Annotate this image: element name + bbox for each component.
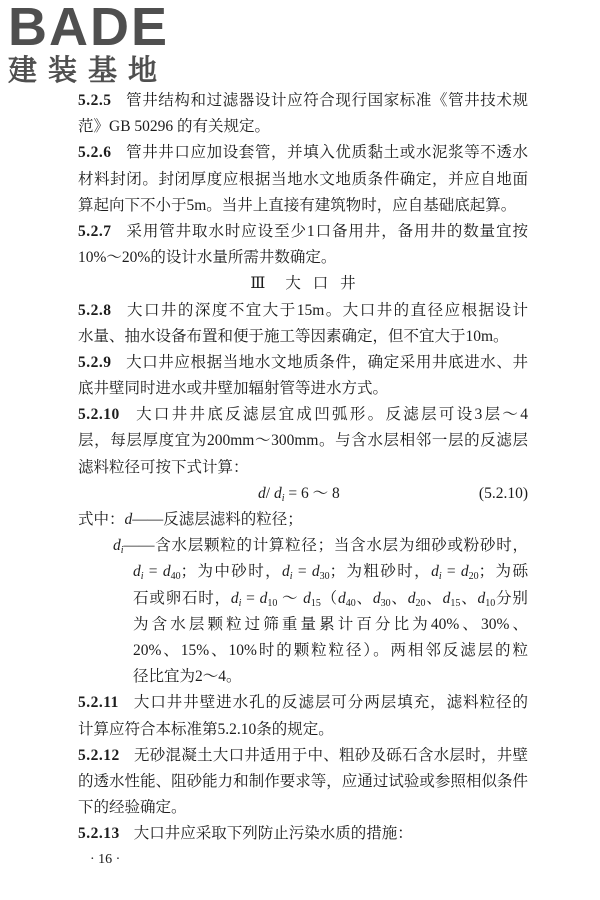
clause-number: 5.2.8 (78, 301, 112, 319)
clause-text: 无砂混凝土大口井适用于中、粗砂及砾石含水层时，井壁 (133, 746, 528, 764)
clause-text: 底井壁同时进水或井壁加辐射管等进水方式。 (78, 380, 389, 398)
clause-5-2-5-line (78, 114, 528, 140)
subscript: 30 (319, 571, 330, 583)
where-intro: 式中： (78, 511, 125, 528)
di-definition-line (78, 638, 528, 664)
clause-5-2-8-line (78, 324, 528, 350)
clause-number: 5.2.9 (78, 353, 112, 371)
clause-5-2-12-line (78, 769, 528, 795)
clause-5-2-9-line (78, 376, 528, 402)
clause-text: 大口井应根据当地水文地质条件，确定采用井底进水、井 (125, 353, 528, 371)
section-heading (78, 271, 528, 297)
symbol-d-definition: ——反滤层滤料的粒径； (132, 511, 303, 528)
clause-text: 管井井口应加设套管，并填入优质黏土或水泥浆等不透水 (125, 144, 528, 162)
clause-number: 5.2.5 (78, 92, 112, 109)
clause-5-2-6-line (78, 167, 528, 193)
clause-5-2-6-line (78, 140, 528, 166)
formula-symbol: d (273, 484, 282, 502)
di-definition-line (78, 559, 528, 585)
definition-text: 、 (355, 589, 373, 607)
clause-5-2-7-line (78, 245, 528, 271)
symbol: d (372, 589, 381, 607)
formula-slash: / (265, 484, 274, 502)
symbol: d (230, 589, 239, 607)
clause-number: 5.2.6 (78, 144, 112, 162)
formula-subscript: i (281, 492, 285, 504)
subscript: i (120, 545, 124, 557)
subscript: 15 (310, 597, 321, 609)
section-numeral: Ⅲ (250, 275, 266, 293)
symbol: d (431, 563, 439, 581)
formula-symbol: d (258, 484, 266, 502)
clause-number: 5.2.12 (78, 746, 120, 764)
symbol: d (460, 563, 469, 581)
definition-text: 、 (390, 589, 408, 607)
subscript: 20 (468, 571, 479, 583)
symbol-d: d (124, 511, 133, 528)
definition-text: 径比宜为2～4。 (133, 668, 242, 686)
clause-5-2-13-line (78, 821, 528, 847)
clause-5-2-6-line (78, 193, 528, 219)
definition-text: ；为中砂时， (180, 563, 283, 581)
clause-5-2-5-line (78, 88, 528, 114)
site-logo (8, 0, 169, 88)
clause-text: 层，每层厚度宜为200mm～300mm。与含水层相邻一层的反滤层 (78, 432, 528, 450)
clause-number: 5.2.13 (78, 825, 120, 843)
operator: = (441, 563, 461, 581)
clause-number: 5.2.7 (78, 222, 112, 240)
clause-5-2-8-line (78, 298, 528, 324)
symbol: d (311, 563, 320, 581)
definition-text: 、 (460, 589, 478, 607)
clause-number: 5.2.10 (78, 406, 120, 424)
clause-5-2-7-line (78, 219, 528, 245)
definition-text: ；为粗砂时， (329, 563, 432, 581)
di-definition-line (78, 533, 528, 559)
clause-number: 5.2.11 (78, 694, 119, 712)
subscript: 20 (415, 597, 426, 609)
clause-text: 大口井应采取下列防止污染水质的措施： (133, 825, 413, 843)
definition-text: 20%、15%、10%时的颗粒粒径）。两相邻反滤层的粒 (133, 641, 528, 659)
clause-text: 10%～20%的设计水量所需井数确定。 (78, 249, 337, 267)
definition-text: 为含水层颗粒过筛重量累计百分比为40%、30%、 (133, 615, 528, 633)
subscript: 40 (170, 571, 181, 583)
document-body (78, 88, 528, 874)
di-definition-line (78, 586, 528, 612)
symbol: d (162, 563, 171, 581)
clause-5-2-10-line (78, 402, 528, 428)
subscript: i (438, 571, 442, 583)
operator: = (292, 563, 312, 581)
subscript: 30 (380, 597, 391, 609)
definition-text: 石或卵石时， (133, 589, 231, 607)
operator: = (241, 589, 260, 607)
clause-text: 范》GB 50296 的有关规定。 (78, 118, 271, 136)
symbol: d (477, 589, 486, 607)
clause-text: 管井结构和过滤器设计应符合现行国家标准《管井技术规 (125, 92, 528, 109)
clause-5-2-10-line (78, 428, 528, 454)
logo-brand: BADE (8, 0, 170, 57)
symbol: d (407, 589, 416, 607)
di-definition-line (78, 664, 528, 690)
symbol: d (303, 589, 311, 607)
symbol: d (133, 563, 141, 581)
operator: ～ (277, 589, 304, 607)
symbol: d (113, 537, 121, 555)
definition-text: （ (320, 589, 338, 607)
symbol: d (442, 589, 451, 607)
clause-text: 计算应符合本标准第5.2.10条的规定。 (78, 720, 334, 738)
clause-text: 大口井的深度不宜大于15m。大口井的直径应根据设计 (125, 301, 528, 319)
subscript: 15 (450, 597, 461, 609)
clause-5-2-11-line (78, 717, 528, 743)
section-title: 大 口 井 (285, 275, 356, 293)
clause-5-2-12-line (78, 743, 528, 769)
clause-text: 的透水性能、阻砂能力和制作要求等，应通过试验或参照相似条件 (78, 772, 528, 790)
clause-5-2-12-line (78, 795, 528, 821)
symbol: d (282, 563, 290, 581)
clause-text: 下的经验确定。 (78, 799, 187, 817)
clause-5-2-10-line (78, 455, 528, 481)
subscript: 40 (345, 597, 356, 609)
definition-text: 、 (425, 589, 443, 607)
definition-text: ——含水层颗粒的计算粒径；当含水层为细砂或粉砂时， (123, 537, 528, 555)
subscript: i (140, 571, 144, 583)
subscript: i (238, 597, 242, 609)
clause-text: 算起向下不小于5m。当井上直接有建筑物时，应自基础底起算。 (78, 196, 517, 214)
definition-text: ；为砾 (478, 563, 528, 581)
clause-text: 材料封闭。封闭厚度应根据当地水文地质条件确定，并应自地面 (78, 170, 528, 188)
logo-subtitle: 建装基地 (8, 55, 169, 87)
clause-text: 大口井井底反滤层宜成凹弧形。反滤层可设3层～4 (133, 406, 528, 424)
clause-text: 大口井井壁进水孔的反滤层可分两层填充，滤料粒径的 (132, 694, 528, 712)
symbol: d (337, 589, 346, 607)
equation-number: (5.2.10) (478, 484, 528, 502)
clause-5-2-9-line (78, 350, 528, 376)
formula-rhs: = 6 ～ 8 (284, 484, 340, 502)
formula-expression (258, 481, 340, 507)
subscript: 10 (485, 597, 496, 609)
clause-5-2-11-line (78, 690, 528, 716)
formula-line (78, 481, 528, 507)
subscript: 10 (267, 597, 278, 609)
operator: = (143, 563, 163, 581)
clause-text: 滤料粒径可按下式计算： (78, 458, 249, 476)
symbol: d (259, 589, 268, 607)
where-intro-line (78, 507, 528, 533)
clause-text: 采用管井取水时应设至少1口备用井，备用井的数量宜按 (125, 222, 528, 240)
clause-text: 水量、抽水设备布置和便于施工等因素确定，但不宜大于10m。 (78, 327, 509, 345)
subscript: i (289, 571, 293, 583)
definition-text: 分别 (495, 589, 528, 607)
di-definition-line (78, 612, 528, 638)
page-number: · 16 · (90, 852, 121, 868)
